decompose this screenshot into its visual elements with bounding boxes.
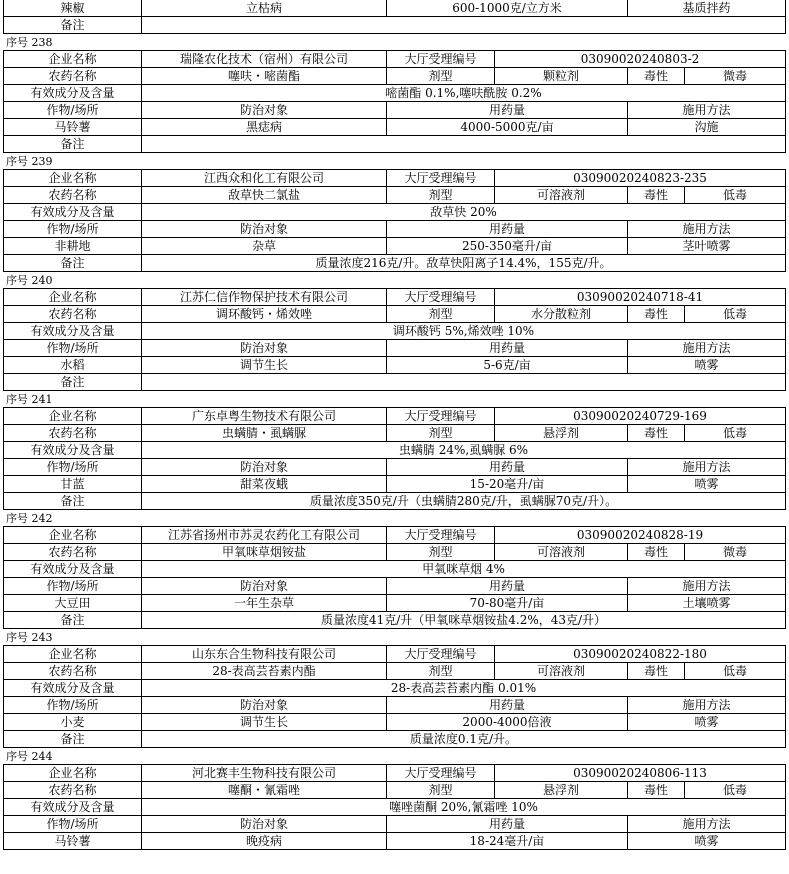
company-label: 企业名称 bbox=[3, 527, 141, 544]
toxicity-label: 毒性 bbox=[627, 187, 684, 204]
ingredient-label: 有效成分及含量 bbox=[3, 561, 141, 578]
toxicity-value: 低毒 bbox=[684, 306, 786, 323]
dosage-header: 用药量 bbox=[386, 221, 627, 238]
top-usage-row bbox=[3, 0, 786, 17]
dosage-header: 用药量 bbox=[386, 102, 627, 119]
pesticide-name: 敌草快二氯盐 bbox=[141, 187, 386, 204]
crop-header: 作物/场所 bbox=[3, 340, 141, 357]
pesticide-name: 噻酮・氰霜唑 bbox=[141, 782, 386, 799]
hall-no-value: 03090020240803-2 bbox=[494, 51, 786, 68]
ingredient-value: 虫螨腈 24%,虱螨脲 6% bbox=[141, 442, 786, 459]
crop-cell: 马铃薯 bbox=[3, 119, 141, 136]
formulation-value: 可溶液剂 bbox=[494, 544, 627, 561]
usage-row bbox=[3, 595, 786, 612]
seq-number: 241 bbox=[31, 393, 53, 406]
crop-cell: 甘蓝 bbox=[3, 476, 141, 493]
pesticide-label: 农药名称 bbox=[3, 782, 141, 799]
pesticide-row bbox=[3, 782, 786, 799]
record-seq-label bbox=[6, 630, 53, 645]
formulation-label: 剂型 bbox=[386, 782, 494, 799]
seq-number: 239 bbox=[31, 155, 53, 168]
company-name: 山东东合生物科技有限公司 bbox=[141, 646, 386, 663]
company-name: 江苏省扬州市苏灵农药化工有限公司 bbox=[141, 527, 386, 544]
company-row bbox=[3, 51, 786, 68]
pesticide-name: 28-表高芸苔素内酯 bbox=[141, 663, 386, 680]
company-row bbox=[3, 170, 786, 187]
usage-row bbox=[3, 714, 786, 731]
ingredient-label: 有效成分及含量 bbox=[3, 323, 141, 340]
ingredient-value: 28-表高芸苔素内酯 0.01% bbox=[141, 680, 786, 697]
hall-no-label: 大厅受理编号 bbox=[386, 408, 494, 425]
method-header: 施用方法 bbox=[627, 816, 786, 833]
company-name: 江苏仁信作物保护技术有限公司 bbox=[141, 289, 386, 306]
hall-no-label: 大厅受理编号 bbox=[386, 289, 494, 306]
ingredient-value: 调环酸钙 5%,烯效唑 10% bbox=[141, 323, 786, 340]
hall-no-label: 大厅受理编号 bbox=[386, 527, 494, 544]
formulation-label: 剂型 bbox=[386, 544, 494, 561]
toxicity-label: 毒性 bbox=[627, 68, 684, 85]
dosage-cell: 18-24毫升/亩 bbox=[386, 833, 627, 850]
method-header: 施用方法 bbox=[627, 697, 786, 714]
company-label: 企业名称 bbox=[3, 51, 141, 68]
ingredient-value: 噻唑菌酮 20%,氰霜唑 10% bbox=[141, 799, 786, 816]
crop-cell: 非耕地 bbox=[3, 238, 141, 255]
seq-number: 243 bbox=[31, 631, 53, 644]
crop-cell: 水稻 bbox=[3, 357, 141, 374]
registration-table bbox=[3, 0, 786, 850]
target-header: 防治对象 bbox=[141, 221, 386, 238]
company-label: 企业名称 bbox=[3, 646, 141, 663]
pesticide-row bbox=[3, 663, 786, 680]
target-cell: 调节生长 bbox=[141, 357, 386, 374]
crop-header: 作物/场所 bbox=[3, 697, 141, 714]
usage-header-row bbox=[3, 459, 786, 476]
crop-cell: 马铃薯 bbox=[3, 833, 141, 850]
method-header: 施用方法 bbox=[627, 340, 786, 357]
remark-label: 备注 bbox=[3, 731, 141, 748]
target-cell: 黑痣病 bbox=[141, 119, 386, 136]
formulation-label: 剂型 bbox=[386, 187, 494, 204]
hall-no-value: 03090020240718-41 bbox=[494, 289, 786, 306]
usage-row bbox=[3, 119, 786, 136]
formulation-label: 剂型 bbox=[386, 663, 494, 680]
method-header: 施用方法 bbox=[627, 578, 786, 595]
seq-number: 244 bbox=[31, 750, 53, 763]
formulation-value: 水分散粒剂 bbox=[494, 306, 627, 323]
target-cell: 晚疫病 bbox=[141, 833, 386, 850]
target-cell: 甜菜夜蛾 bbox=[141, 476, 386, 493]
company-row bbox=[3, 646, 786, 663]
ingredient-row bbox=[3, 204, 786, 221]
method-cell: 土壤喷雾 bbox=[627, 595, 786, 612]
hall-no-value: 03090020240729-169 bbox=[494, 408, 786, 425]
target-header: 防治对象 bbox=[141, 578, 386, 595]
ingredient-row bbox=[3, 561, 786, 578]
ingredient-label: 有效成分及含量 bbox=[3, 442, 141, 459]
seq-prefix: 序号 bbox=[6, 155, 28, 168]
seq-number: 238 bbox=[31, 36, 53, 49]
pesticide-row bbox=[3, 68, 786, 85]
target-header: 防治对象 bbox=[141, 697, 386, 714]
method-cell: 喷雾 bbox=[627, 357, 786, 374]
toxicity-label: 毒性 bbox=[627, 544, 684, 561]
usage-header-row bbox=[3, 340, 786, 357]
pesticide-label: 农药名称 bbox=[3, 306, 141, 323]
method-cell: 茎叶喷雾 bbox=[627, 238, 786, 255]
hall-no-label: 大厅受理编号 bbox=[386, 51, 494, 68]
dosage-cell: 70-80毫升/亩 bbox=[386, 595, 627, 612]
pesticide-name: 调环酸钙・烯效唑 bbox=[141, 306, 386, 323]
formulation-value: 悬浮剂 bbox=[494, 782, 627, 799]
remark-label: 备注 bbox=[3, 374, 141, 391]
remark-cell bbox=[141, 374, 786, 391]
ingredient-row bbox=[3, 799, 786, 816]
usage-header-row bbox=[3, 102, 786, 119]
dosage-cell: 4000-5000克/亩 bbox=[386, 119, 627, 136]
ingredient-value: 敌草快 20% bbox=[141, 204, 786, 221]
record-seq-row bbox=[3, 629, 786, 646]
pesticide-label: 农药名称 bbox=[3, 663, 141, 680]
toxicity-label: 毒性 bbox=[627, 663, 684, 680]
dosage-header: 用药量 bbox=[386, 816, 627, 833]
company-label: 企业名称 bbox=[3, 289, 141, 306]
method-cell: 喷雾 bbox=[627, 833, 786, 850]
company-label: 企业名称 bbox=[3, 408, 141, 425]
company-row bbox=[3, 289, 786, 306]
formulation-value: 可溶液剂 bbox=[494, 187, 627, 204]
method-cell: 基质拌药 bbox=[627, 0, 786, 17]
remark-label: 备注 bbox=[3, 136, 141, 153]
ingredient-label: 有效成分及含量 bbox=[3, 680, 141, 697]
record-seq-row bbox=[3, 34, 786, 51]
pesticide-label: 农药名称 bbox=[3, 187, 141, 204]
ingredient-row bbox=[3, 680, 786, 697]
record-seq-row bbox=[3, 272, 786, 289]
seq-number: 240 bbox=[31, 274, 53, 287]
company-name: 瑞隆农化技术（宿州）有限公司 bbox=[141, 51, 386, 68]
formulation-value: 颗粒剂 bbox=[494, 68, 627, 85]
method-header: 施用方法 bbox=[627, 102, 786, 119]
pesticide-label: 农药名称 bbox=[3, 544, 141, 561]
crop-header: 作物/场所 bbox=[3, 221, 141, 238]
usage-header-row bbox=[3, 816, 786, 833]
target-header: 防治对象 bbox=[141, 340, 386, 357]
target-cell: 杂草 bbox=[141, 238, 386, 255]
dosage-cell: 600-1000克/立方米 bbox=[386, 0, 627, 17]
pesticide-row bbox=[3, 544, 786, 561]
usage-row bbox=[3, 833, 786, 850]
remark-label: 备注 bbox=[3, 17, 141, 34]
crop-cell: 辣椒 bbox=[3, 0, 141, 17]
remark-row bbox=[3, 255, 786, 272]
usage-header-row bbox=[3, 221, 786, 238]
toxicity-label: 毒性 bbox=[627, 425, 684, 442]
seq-prefix: 序号 bbox=[6, 512, 28, 525]
pesticide-row bbox=[3, 306, 786, 323]
record-seq-label bbox=[6, 511, 53, 526]
dosage-cell: 2000-4000倍液 bbox=[386, 714, 627, 731]
record-seq-row bbox=[3, 391, 786, 408]
formulation-value: 可溶液剂 bbox=[494, 663, 627, 680]
hall-no-label: 大厅受理编号 bbox=[386, 646, 494, 663]
top-remark-row bbox=[3, 17, 786, 34]
pesticide-name: 噻呋・嘧菌酯 bbox=[141, 68, 386, 85]
crop-cell: 大豆田 bbox=[3, 595, 141, 612]
target-cell: 调节生长 bbox=[141, 714, 386, 731]
crop-cell: 小麦 bbox=[3, 714, 141, 731]
dosage-header: 用药量 bbox=[386, 578, 627, 595]
remark-cell bbox=[141, 136, 786, 153]
usage-row bbox=[3, 238, 786, 255]
usage-header-row bbox=[3, 578, 786, 595]
crop-header: 作物/场所 bbox=[3, 578, 141, 595]
pesticide-row bbox=[3, 187, 786, 204]
usage-header-row bbox=[3, 697, 786, 714]
toxicity-label: 毒性 bbox=[627, 782, 684, 799]
hall-no-value: 03090020240823-235 bbox=[494, 170, 786, 187]
target-header: 防治对象 bbox=[141, 459, 386, 476]
toxicity-value: 低毒 bbox=[684, 187, 786, 204]
hall-no-label: 大厅受理编号 bbox=[386, 765, 494, 782]
record-seq-row bbox=[3, 510, 786, 527]
remark-row bbox=[3, 612, 786, 629]
dosage-header: 用药量 bbox=[386, 459, 627, 476]
company-label: 企业名称 bbox=[3, 765, 141, 782]
remark-label: 备注 bbox=[3, 493, 141, 510]
ingredient-value: 甲氧咪草烟 4% bbox=[141, 561, 786, 578]
company-row bbox=[3, 765, 786, 782]
company-row bbox=[3, 408, 786, 425]
record-seq-label bbox=[6, 392, 53, 407]
remark-cell bbox=[141, 17, 786, 34]
seq-prefix: 序号 bbox=[6, 631, 28, 644]
target-header: 防治对象 bbox=[141, 816, 386, 833]
toxicity-label: 毒性 bbox=[627, 306, 684, 323]
hall-no-value: 03090020240806-113 bbox=[494, 765, 786, 782]
method-cell: 喷雾 bbox=[627, 714, 786, 731]
formulation-label: 剂型 bbox=[386, 306, 494, 323]
ingredient-row bbox=[3, 323, 786, 340]
target-header: 防治对象 bbox=[141, 102, 386, 119]
seq-prefix: 序号 bbox=[6, 274, 28, 287]
ingredient-row bbox=[3, 85, 786, 102]
company-row bbox=[3, 527, 786, 544]
usage-row bbox=[3, 476, 786, 493]
remark-label: 备注 bbox=[3, 612, 141, 629]
ingredient-value: 嘧菌酯 0.1%,噻呋酰胺 0.2% bbox=[141, 85, 786, 102]
crop-header: 作物/场所 bbox=[3, 816, 141, 833]
toxicity-value: 低毒 bbox=[684, 425, 786, 442]
remark-row bbox=[3, 136, 786, 153]
seq-number: 242 bbox=[31, 512, 53, 525]
toxicity-value: 微毒 bbox=[684, 68, 786, 85]
crop-header: 作物/场所 bbox=[3, 102, 141, 119]
toxicity-value: 微毒 bbox=[684, 544, 786, 561]
company-name: 广东卓粤生物技术有限公司 bbox=[141, 408, 386, 425]
hall-no-value: 03090020240828-19 bbox=[494, 527, 786, 544]
formulation-label: 剂型 bbox=[386, 68, 494, 85]
record-seq-label bbox=[6, 154, 53, 169]
remark-row bbox=[3, 374, 786, 391]
method-header: 施用方法 bbox=[627, 221, 786, 238]
pesticide-label: 农药名称 bbox=[3, 68, 141, 85]
remark-row bbox=[3, 493, 786, 510]
ingredient-row bbox=[3, 442, 786, 459]
dosage-cell: 5-6克/亩 bbox=[386, 357, 627, 374]
remark-cell: 质量浓度41克/升（甲氧咪草烟铵盐4.2%，43克/升） bbox=[141, 612, 786, 629]
toxicity-value: 低毒 bbox=[684, 663, 786, 680]
remark-cell: 质量浓度0.1克/升。 bbox=[141, 731, 786, 748]
method-header: 施用方法 bbox=[627, 459, 786, 476]
record-seq-label bbox=[6, 749, 53, 764]
formulation-value: 悬浮剂 bbox=[494, 425, 627, 442]
method-cell: 喷雾 bbox=[627, 476, 786, 493]
pesticide-name: 虫螨腈・虱螨脲 bbox=[141, 425, 386, 442]
record-seq-row bbox=[3, 748, 786, 765]
record-seq-label bbox=[6, 273, 53, 288]
ingredient-label: 有效成分及含量 bbox=[3, 799, 141, 816]
hall-no-label: 大厅受理编号 bbox=[386, 170, 494, 187]
ingredient-label: 有效成分及含量 bbox=[3, 204, 141, 221]
formulation-label: 剂型 bbox=[386, 425, 494, 442]
target-cell: 一年生杂草 bbox=[141, 595, 386, 612]
seq-prefix: 序号 bbox=[6, 750, 28, 763]
dosage-header: 用药量 bbox=[386, 340, 627, 357]
company-label: 企业名称 bbox=[3, 170, 141, 187]
dosage-header: 用药量 bbox=[386, 697, 627, 714]
ingredient-label: 有效成分及含量 bbox=[3, 85, 141, 102]
toxicity-value: 低毒 bbox=[684, 782, 786, 799]
seq-prefix: 序号 bbox=[6, 393, 28, 406]
usage-row bbox=[3, 357, 786, 374]
record-seq-row bbox=[3, 153, 786, 170]
crop-header: 作物/场所 bbox=[3, 459, 141, 476]
hall-no-value: 03090020240822-180 bbox=[494, 646, 786, 663]
pesticide-label: 农药名称 bbox=[3, 425, 141, 442]
pesticide-row bbox=[3, 425, 786, 442]
remark-label: 备注 bbox=[3, 255, 141, 272]
pesticide-name: 甲氧咪草烟铵盐 bbox=[141, 544, 386, 561]
method-cell: 沟施 bbox=[627, 119, 786, 136]
seq-prefix: 序号 bbox=[6, 36, 28, 49]
company-name: 河北赛丰生物科技有限公司 bbox=[141, 765, 386, 782]
record-seq-label bbox=[6, 35, 53, 50]
remark-row bbox=[3, 731, 786, 748]
company-name: 江西众和化工有限公司 bbox=[141, 170, 386, 187]
remark-cell: 质量浓度216克/升。敌草快阳离子14.4%，155克/升。 bbox=[141, 255, 786, 272]
dosage-cell: 250-350毫升/亩 bbox=[386, 238, 627, 255]
dosage-cell: 15-20毫升/亩 bbox=[386, 476, 627, 493]
target-cell: 立枯病 bbox=[141, 0, 386, 17]
remark-cell: 质量浓度350克/升（虫螨腈280克/升，虱螨脲70克/升）。 bbox=[141, 493, 786, 510]
